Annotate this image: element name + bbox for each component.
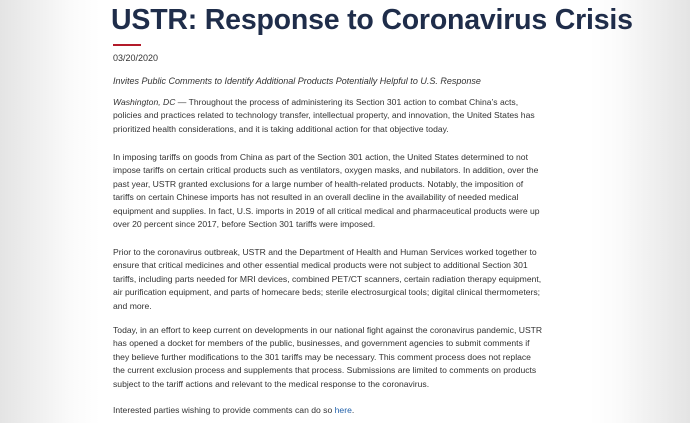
paragraph-line: Today, in an effort to keep current on developments in our national fight against the coronavirus pandemic, USTR <box>113 325 543 335</box>
paragraph-line: they believe further modifications to the 301 tariffs may be necessary. This comment process does not replace <box>113 351 531 362</box>
paragraph-text: Throughout the process of administering its Section 301 action to combat China’s acts, <box>188 97 519 107</box>
paragraph-line <box>113 404 589 417</box>
paragraph-line: prioritized health considerations, and it is taking additional action for that objective today. <box>113 123 449 134</box>
paragraph-end: . <box>351 405 355 415</box>
dateline: Washington, DC <box>113 97 176 107</box>
paragraph-4 <box>113 324 589 391</box>
comments-here-link[interactable]: here <box>334 405 352 415</box>
paragraph-line: policies and practices related to technology transfer, intellectual property, and innovation, the United States has <box>113 110 535 121</box>
article-subtitle: Invites Public Comments to Identify Additional Products Potentially Helpful to U.S. Response <box>113 76 481 86</box>
page-title: USTR: Response to Coronavirus Crisis <box>111 4 633 36</box>
paragraph-line: air purification equipment, and parts of homecare beds; sterile electrosurgical tools; digital clinical thermometers; <box>113 287 541 298</box>
paragraph-line: Prior to the coronavirus outbreak, USTR and the Department of Health and Human Services worked together to <box>113 247 537 257</box>
title-accent-rule <box>113 44 141 46</box>
paragraph-line: and more. <box>113 300 152 311</box>
paragraph-line <box>113 96 589 109</box>
paragraph-line: subject to the tariff actions and relevant to the medical response to the coronavirus. <box>113 378 430 389</box>
paragraph-3 <box>113 246 589 313</box>
dateline-dash: — <box>175 97 189 107</box>
paragraph-line: over 20 percent since 2017, before Section 301 tariffs were imposed. <box>113 219 376 230</box>
paragraph-line: the current exclusion process and supplements that process. Submissions are limited to comments on products <box>113 365 537 376</box>
paragraph-line: equipment and supplies. In fact, U.S. imports in 2019 of all critical medical and pharmaceutical products were up <box>113 205 540 216</box>
paragraph-line: has opened a docket for members of the public, businesses, and government agencies to submit comments if <box>113 338 530 349</box>
paragraph-5 <box>113 404 589 417</box>
paragraph-1 <box>113 96 589 136</box>
paragraph-line: tariffs, including parts needed for MRI devices, combined PET/CT scanners, certain radiation therapy equipment, <box>113 273 542 284</box>
publish-date: 03/20/2020 <box>113 53 159 63</box>
paragraph-2 <box>113 151 589 231</box>
paragraph-line: tariffs on certain Chinese imports has not resulted in an overall decline in the availability of needed medical <box>113 192 519 203</box>
paragraph-line: ensure that critical medicines and other essential medical products were not subject to additional Section 301 <box>113 260 528 271</box>
paragraph-line: In imposing tariffs on goods from China as part of the Section 301 action, the United States determined to not <box>113 152 528 162</box>
paragraph-line: past year, USTR granted exclusions for a large number of health-related products. Notably, the imposition of <box>113 178 524 189</box>
paragraph-line: impose tariffs on certain critical products such as ventilators, oxygen masks, and nubilators. In addition, over the <box>113 165 539 176</box>
paragraph-text: Interested parties wishing to provide comments can do so <box>113 405 335 415</box>
